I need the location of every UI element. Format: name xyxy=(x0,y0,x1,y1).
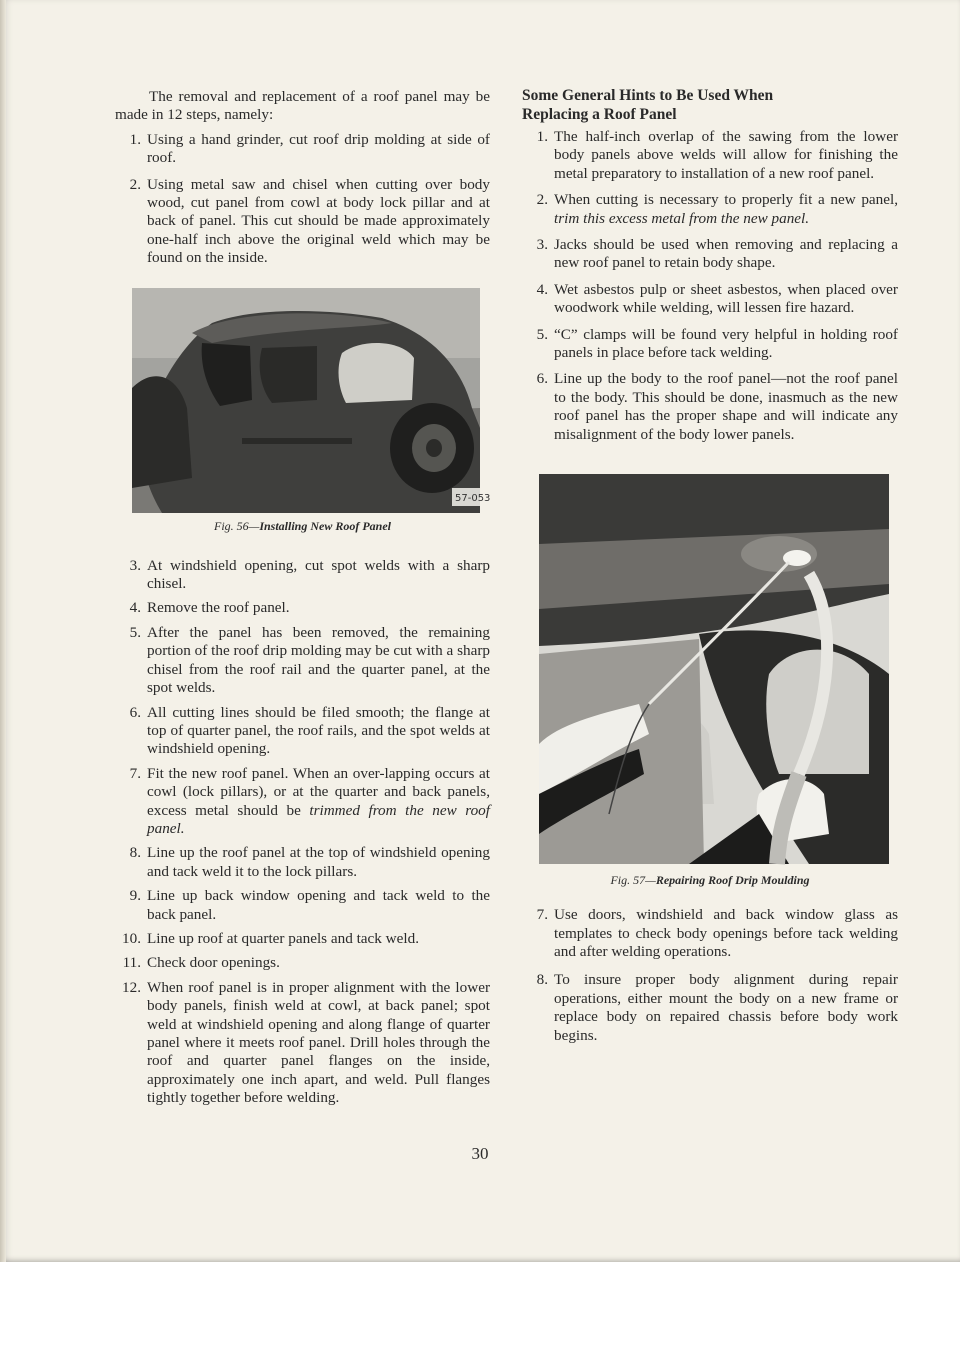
right-column xyxy=(522,86,898,1045)
hint-number: 2. xyxy=(536,191,548,209)
step-number: 2. xyxy=(129,175,141,193)
step-item xyxy=(115,599,490,617)
hint-number: 7. xyxy=(536,906,548,924)
step-item xyxy=(115,624,490,698)
page-number: 30 xyxy=(471,1144,489,1163)
hints-list xyxy=(522,128,898,444)
hint-number: 6. xyxy=(536,370,548,388)
hint-text: Use doors, windshield and back window glass as templates to check body openings before tack welding and after welding operations. xyxy=(554,906,898,960)
step-number: 7. xyxy=(129,764,141,782)
hints-list-rest xyxy=(522,906,898,1045)
figure-57-caption-number: Fig. 57 xyxy=(610,873,646,888)
hint-text: Line up the body to the roof panel—not the roof panel to the body. This should be done, inasmuch as the new roof panel has the proper shape and will indicate any misalignment of the body lower panels. xyxy=(554,370,898,443)
step-item xyxy=(115,131,490,168)
hint-text: The half-inch overlap of the sawing from the lower body panels above welds will allow for finishing the metal preparatory to installation of a new roof panel. xyxy=(554,128,898,182)
step-text: After the panel has been removed, the remaining portion of the roof drip molding may be cut with a sharp chisel from the roof rail and the quarter panel, at the spot welds. xyxy=(147,623,490,697)
step-text: Using a hand grinder, cut roof drip molding at side of roof. xyxy=(147,130,490,167)
license-plate: 57-053 xyxy=(455,492,491,504)
step-text: At windshield opening, cut spot welds with a sharp chisel. xyxy=(147,556,490,593)
figure-57-caption-text: Repairing Roof Drip Moulding xyxy=(655,873,810,888)
hints-heading-line-1: Some General Hints to Be Used When xyxy=(522,87,774,104)
figure-57-photo xyxy=(539,474,889,864)
car-roof-illustration xyxy=(132,288,491,513)
hint-item xyxy=(522,128,898,183)
step-item xyxy=(115,176,490,268)
figure-56-caption-text: Installing New Roof Panel xyxy=(259,518,392,533)
hint-item xyxy=(522,281,898,318)
step-text: Line up back window opening and tack weld to the back panel. xyxy=(147,887,490,923)
step-number: 5. xyxy=(129,623,141,641)
hint-text: Wet asbestos pulp or sheet asbestos, when placed over woodwork while welding, will lessen fire hazard. xyxy=(554,280,898,317)
hint-text-italic: trim this excess metal from the new panel. xyxy=(554,209,810,227)
hint-number: 8. xyxy=(536,971,548,989)
step-text: Check door openings. xyxy=(147,954,280,972)
hint-item xyxy=(522,326,898,363)
step-text-italic: trimmed from the new roof panel. xyxy=(147,801,490,837)
figure-57-caption-separator: — xyxy=(645,873,656,888)
step-text: All cutting lines should be filed smooth; the flange at top of quarter panel, the roof rails, and the spot welds at windshield opening. xyxy=(147,703,490,758)
step-number: 4. xyxy=(129,599,141,617)
welding-illustration xyxy=(539,474,889,864)
step-number: 11. xyxy=(122,954,141,972)
hint-item xyxy=(522,236,898,273)
steps-list-rest xyxy=(115,557,490,1108)
hint-number: 1. xyxy=(536,128,548,145)
step-number: 3. xyxy=(129,556,141,574)
hint-item xyxy=(522,370,898,444)
hints-heading xyxy=(522,86,898,124)
hint-item xyxy=(522,191,898,228)
step-text: Using metal saw and chisel when cutting over body wood, cut panel from cowl at body lock pillar and at back of panel. This cut should be made approximately one-half inch above the original weld which may be found on the inside. xyxy=(147,175,490,267)
hint-item xyxy=(522,971,898,1045)
step-item xyxy=(115,765,490,839)
step-number: 12. xyxy=(122,978,141,996)
hints-heading-line-2: Replacing a Roof Panel xyxy=(522,106,677,123)
step-item xyxy=(115,557,490,594)
left-column xyxy=(115,88,490,1108)
step-text: When roof panel is in proper alignment with the lower body panels, finish weld at cowl, at back panel; spot weld at windshield opening and along flange of quarter panel where it meets roof panel. Drill holes through the roof and quarter panel flanges on the inside, approximately one inch apart, and weld. Pull flanges tightly together before welding. xyxy=(147,978,490,1107)
step-number: 1. xyxy=(129,130,141,148)
hint-number: 4. xyxy=(536,280,548,298)
step-item xyxy=(115,844,490,881)
intro-paragraph: The removal and replacement of a roof panel may be made in 12 steps, namely: xyxy=(115,88,490,124)
step-item xyxy=(115,704,490,759)
step-item xyxy=(115,954,490,972)
hint-text: When cutting is necessary to properly fit a new panel, xyxy=(554,191,898,209)
figure-56-caption-separator: — xyxy=(248,518,260,533)
step-number: 6. xyxy=(129,703,141,721)
step-number: 10. xyxy=(122,929,141,947)
step-text: Line up roof at quarter panels and tack weld. xyxy=(147,929,420,947)
step-number: 9. xyxy=(129,887,141,905)
step-text: Fit the new roof panel. When an over-lapping occurs at cowl (lock pillars), or at the quarter and back panels, excess metal should be xyxy=(147,764,490,819)
step-text: Line up the roof panel at the top of windshield opening and tack weld it to the lock pillars. xyxy=(147,844,490,880)
hint-item xyxy=(522,906,898,961)
figure-56-caption-number: Fig. 56 xyxy=(213,518,249,533)
step-item xyxy=(115,930,490,948)
step-text: Remove the roof panel. xyxy=(147,599,290,617)
hint-number: 5. xyxy=(536,325,548,343)
figure-57-caption xyxy=(522,873,898,887)
hint-text: “C” clamps will be found very helpful in holding roof panels in place before tack welding. xyxy=(554,325,898,362)
hint-text: Jacks should be used when removing and replacing a new roof panel to retain body shape. xyxy=(554,236,898,272)
step-item xyxy=(115,979,490,1108)
hint-text: To insure proper body alignment during repair operations, either mount the body on a new frame or replace body on repaired chassis before body work begins. xyxy=(554,971,898,1044)
figure-56-photo xyxy=(132,288,491,513)
step-item xyxy=(115,887,490,924)
step-number: 8. xyxy=(129,844,141,862)
figure-56-caption xyxy=(115,519,490,533)
hint-number: 3. xyxy=(536,236,548,254)
steps-list-first xyxy=(115,131,490,268)
